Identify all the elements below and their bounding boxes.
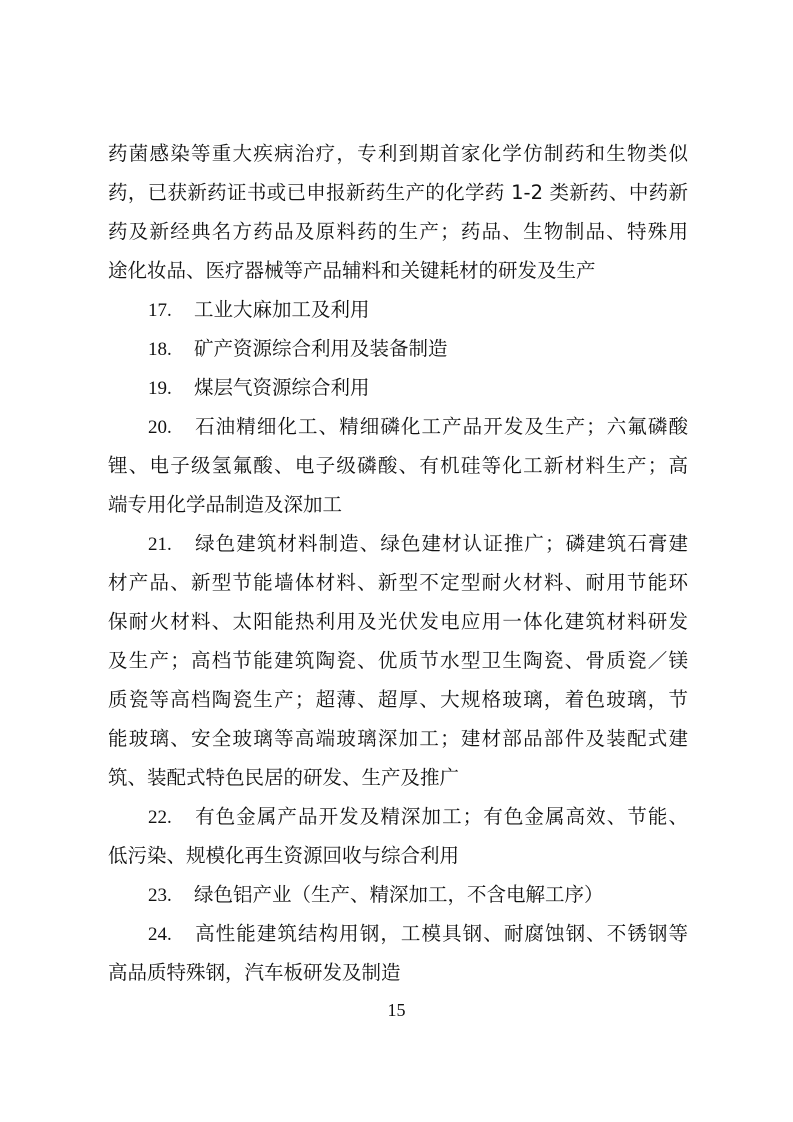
text-line: 药，已获新药证书或已申报新药生产的化学药 1-2 类新药、中药新 [108, 181, 688, 204]
text-line: 药菌感染等重大疾病治疗，专利到期首家化学仿制药和生物类似 [108, 142, 688, 165]
text-line: 筑、装配式特色民居的研发、生产及推广 [108, 766, 460, 789]
item-text: 高性能建筑结构用钢，工模具钢、耐腐蚀钢、不锈钢等 [194, 922, 688, 945]
list-item-21 [148, 524, 688, 563]
list-item-19 [148, 368, 688, 407]
list-item-23 [148, 875, 688, 914]
text-line: 端专用化学品制造及深加工 [108, 493, 343, 516]
list-item-18 [148, 329, 688, 368]
text-line: 质瓷等高档陶瓷生产；超薄、超厚、大规格玻璃，着色玻璃，节 [108, 688, 688, 711]
item-number: 18. [148, 339, 172, 360]
text-line: 材产品、新型节能墙体材料、新型不定型耐火材料、耐用节能环 [108, 571, 688, 594]
text-line: 及生产；高档节能建筑陶瓷、优质节水型卫生陶瓷、骨质瓷／镁 [108, 649, 688, 672]
item-text: 绿色建筑材料制造、绿色建材认证推广；磷建筑石膏建 [194, 532, 688, 555]
text-line: 低污染、规模化再生资源回收与综合利用 [108, 844, 460, 867]
list-item-20 [148, 407, 688, 446]
text-line: 途化妆品、医疗器械等产品辅料和关键耗材的研发及生产 [108, 259, 596, 282]
item-text: 有色金属产品开发及精深加工；有色金属高效、节能、 [194, 805, 688, 828]
list-item-17 [148, 290, 688, 329]
item-number: 21. [148, 534, 172, 555]
text-line: 高品质特殊钢，汽车板研发及制造 [108, 961, 401, 984]
item-number: 19. [148, 378, 172, 399]
item-number: 24. [148, 924, 172, 945]
item-number: 23. [148, 885, 172, 906]
list-item-24 [148, 914, 688, 953]
item-text: 工业大麻加工及利用 [194, 298, 370, 321]
item-text: 石油精细化工、精细磷化工产品开发及生产；六氟磷酸 [194, 415, 688, 438]
list-item-22 [148, 797, 688, 836]
item-text: 绿色铝产业（生产、精深加工，不含电解工序） [194, 883, 604, 906]
page-number: 15 [387, 1000, 406, 1020]
item-number: 17. [148, 300, 172, 321]
text-line: 药及新经典名方药品及原料药的生产；药品、生物制品、特殊用 [108, 220, 688, 243]
item-text: 矿产资源综合利用及装备制造 [194, 337, 448, 360]
item-number: 22. [148, 807, 172, 828]
item-number: 20. [148, 417, 172, 438]
text-line: 保耐火材料、太阳能热利用及光伏发电应用一体化建筑材料研发 [108, 610, 688, 633]
text-line: 能玻璃、安全玻璃等高端玻璃深加工；建材部品部件及装配式建 [108, 727, 688, 750]
item-text: 煤层气资源综合利用 [194, 376, 370, 399]
text-line: 锂、电子级氢氟酸、电子级磷酸、有机硅等化工新材料生产；高 [108, 454, 688, 477]
